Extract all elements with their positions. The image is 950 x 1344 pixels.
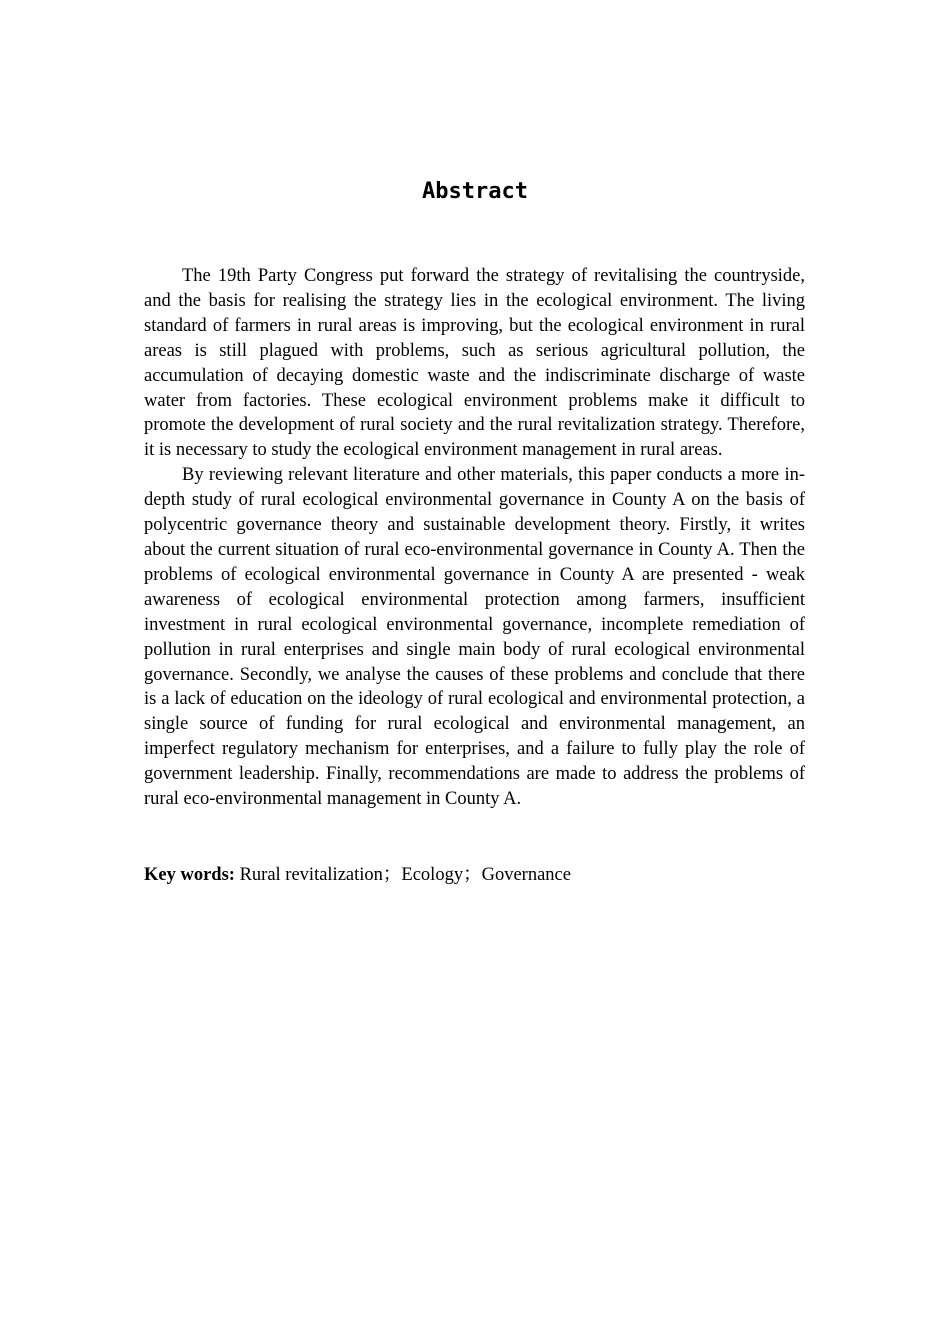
abstract-body	[144, 264, 805, 812]
abstract-paragraph-2: By reviewing relevant literature and other materials, this paper conducts a more in-depth study of rural ecological environmental governance in County A on the basis of polycentric governance theory and sustainable development theory. Firstly, it writes about the current situation of rural eco-environmental governance in County A. Then the problems of ecological environmental governance in County A are presented - weak awareness of ecological environmental protection among farmers, insufficient investment in rural ecological environmental governance, incomplete remediation of pollution in rural enterprises and single main body of rural ecological environmental governance. Secondly, we analyse the causes of these problems and conclude that there is a lack of education on the ideology of rural ecological and environmental protection, a single source of funding for rural ecological and environmental management, an imperfect regulatory mechanism for enterprises, and a failure to fully play the role of government leadership. Finally, recommendations are made to address the problems of rural eco-environmental management in County A.	[144, 465, 805, 810]
keyword-item: Governance	[481, 865, 571, 885]
keyword-item: Ecology	[401, 865, 464, 885]
abstract-paragraph-1: The 19th Party Congress put forward the strategy of revitalising the countryside, and the basis for realising the strategy lies in the ecological environment. The living standard of farmers in rural areas is improving, but the ecological environment in rural areas is still plagued with problems, such as serious agricultural pollution, the accumulation of decaying domestic waste and the indiscriminate discharge of waste water from factories. These ecological environment problems make it difficult to promote the development of rural society and the rural revitalization strategy. Therefore, it is necessary to study the ecological environment management in rural areas.	[144, 266, 805, 461]
keyword-item: Rural revitalization	[239, 865, 383, 885]
keywords-line	[144, 863, 805, 888]
abstract-title: Abstract	[422, 179, 528, 204]
keyword-separator: ；	[382, 865, 402, 885]
keywords-label: Key words:	[144, 865, 235, 885]
keyword-separator: ；	[463, 865, 482, 885]
